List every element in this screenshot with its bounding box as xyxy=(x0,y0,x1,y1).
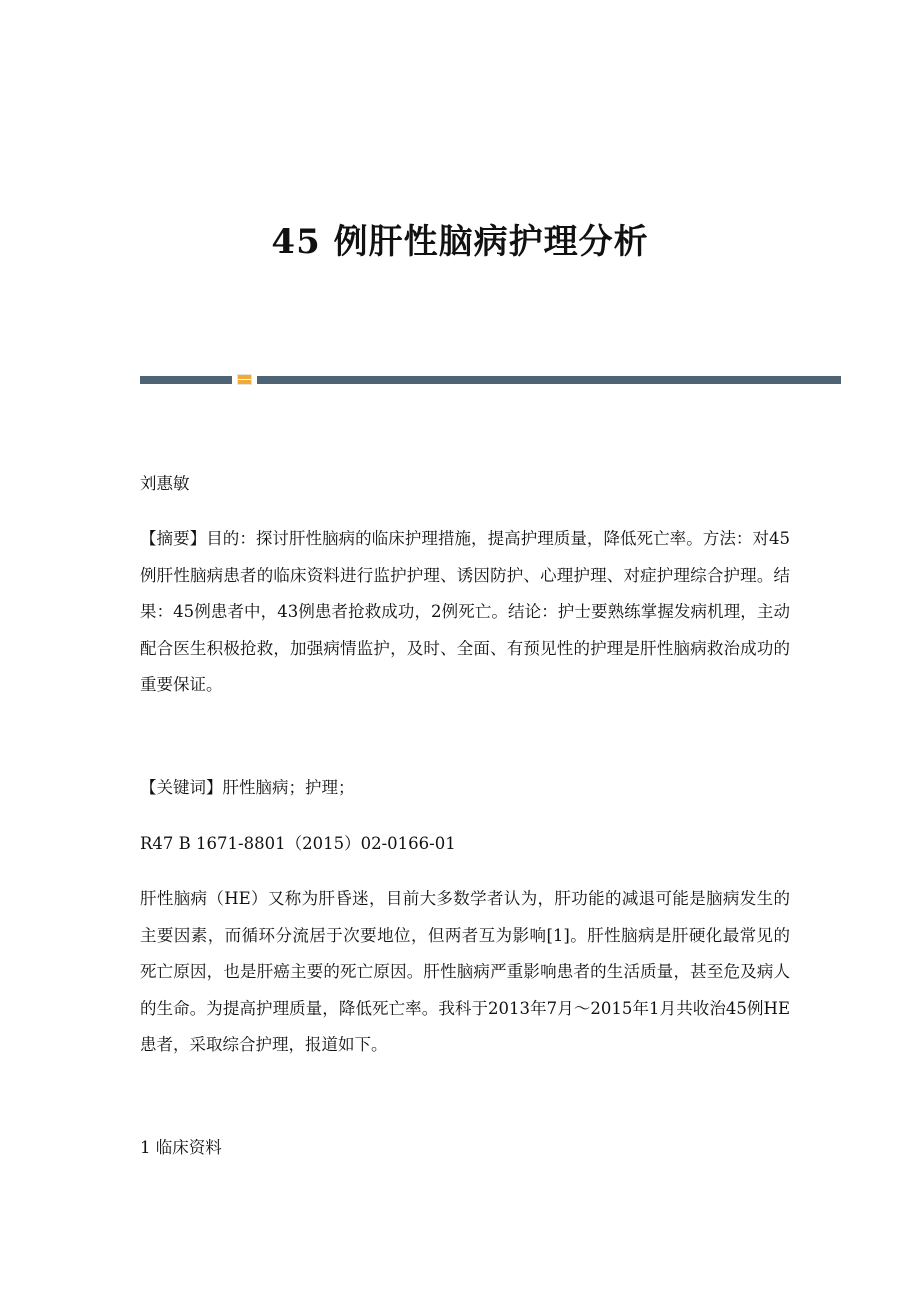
document-title: 45 例肝性脑病护理分析 xyxy=(271,222,649,262)
abstract-paragraph: 【摘要】目的：探讨肝性脑病的临床护理措施，提高护理质量，降低死亡率。方法：对45例肝性脑病患者的临床资料进行监护护理、诱因防护、心理护理、对症护理综合护理。结果：45例患者中，43例患者抢救成功，2例死亡。结论：护士要熟练掌握发病机理，主动配合医生积极抢救，加强病情监护，及时、全面、有预见性的护理是肝性脑病救治成功的重要保证。 xyxy=(140,529,790,694)
divider-bar-right xyxy=(257,376,841,384)
classification-line: R47 B 1671-8801（2015）02-0166-01 xyxy=(140,834,456,853)
divider-bar-left xyxy=(140,376,232,384)
title-divider xyxy=(140,372,841,384)
divider-emblem-icon xyxy=(237,374,252,385)
author-name: 刘惠敏 xyxy=(140,474,190,493)
section-heading: 1 临床资料 xyxy=(140,1138,222,1157)
intro-paragraph: 肝性脑病（HE）又称为肝昏迷，目前大多数学者认为，肝功能的减退可能是脑病发生的主要因素，而循环分流居于次要地位，但两者互为影响[1]。肝性脑病是肝硬化最常见的死亡原因，也是肝癌主要的死亡原因。肝性脑病严重影响患者的生活质量，甚至危及病人的生命。为提高护理质量，降低死亡率。我科于2013年7月～2015年1月共收治45例HE患者，采取综合护理，报道如下。 xyxy=(140,889,790,1054)
keywords-line: 【关键词】肝性脑病；护理； xyxy=(140,778,355,797)
